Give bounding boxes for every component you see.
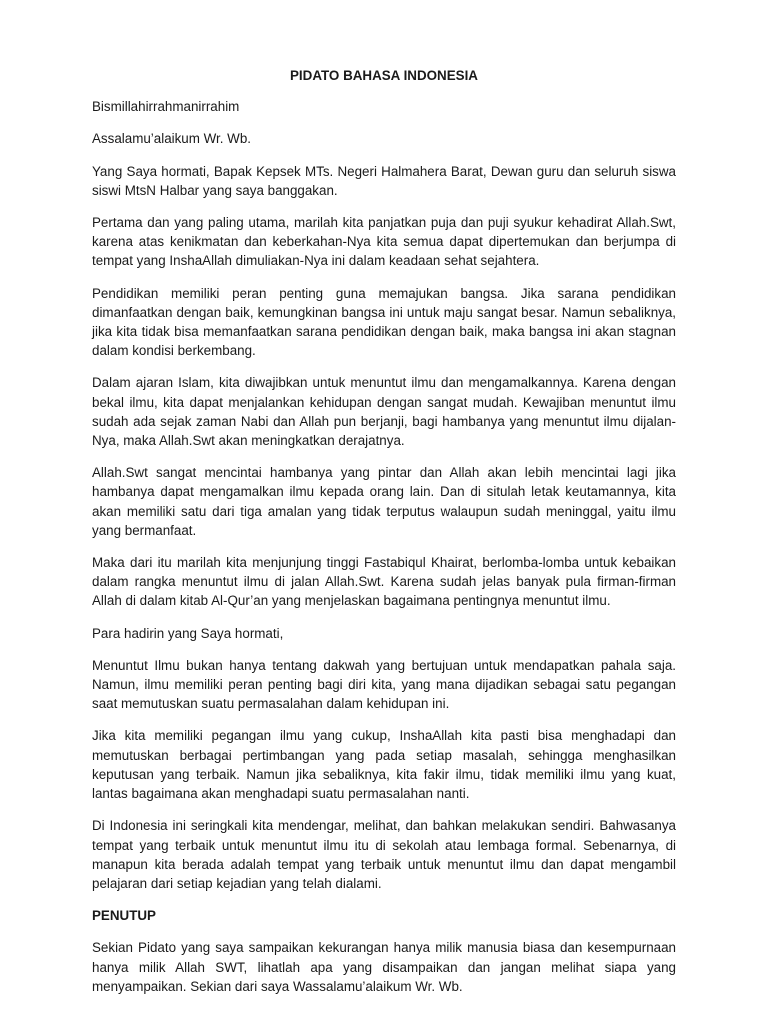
- paragraph-knowledge-grip: Jika kita memiliki pegangan ilmu yang cukup, InshaAllah kita pasti bisa menghadapi dan memutuskan berbagai pertimbangan yang pada setiap masalah, sehingga menghasilkan keputusan yang terbaik. Namun jika sebaliknya, kita fakir ilmu, tidak memiliki ilmu yang kuat, lantas bagaimana akan menghadapi suatu permasalahan nanti.: [92, 728, 676, 802]
- document-title: PIDATO BAHASA INDONESIA: [290, 68, 478, 83]
- paragraph-fastabiqul: Maka dari itu marilah kita menjunjung tinggi Fastabiqul Khairat, berlomba-lomba untuk kebaikan dalam rangka menuntut ilmu di jalan Allah.Swt. Karena sudah jelas banyak pula firman-firman Allah di dalam kitab Al-Qur’an yang menjelaskan bagaimana pentingnya menuntut ilmu.: [92, 555, 676, 609]
- paragraph-education: Pendidikan memiliki peran penting guna memajukan bangsa. Jika sarana pendidikan dimanfaatkan dengan baik, kemungkinan bangsa ini untuk maju sangat besar. Namun sebaliknya, jika kita tidak bisa memanfaatkan sarana pendidikan dengan baik, maka bangsa ini akan stagnan dalam kondisi berkembang.: [92, 285, 676, 359]
- opening-greeting: Assalamu’alaikum Wr. Wb.: [92, 131, 251, 147]
- closing-paragraph: Sekian Pidato yang saya sampaikan kekurangan hanya milik manusia biasa dan kesempurnaan hanya milik Allah SWT, lihatlah apa yang disampaikan dan jangan melihat siapa yang menyampaikan. Sekian dari saya Wassalamu’alaikum Wr. Wb.: [92, 940, 676, 994]
- paragraph-salutation: Yang Saya hormati, Bapak Kepsek MTs. Negeri Halmahera Barat, Dewan guru dan seluruh siswa siswi MtsN Halbar yang saya banggakan.: [92, 163, 676, 198]
- paragraph-islam-knowledge: Dalam ajaran Islam, kita diwajibkan untuk menuntut ilmu dan mengamalkannya. Karena dengan bekal ilmu, kita dapat menjalankan kehidupan dengan sangat mudah. Kewajiban menuntut ilmu sudah ada sejak zaman Nabi dan Allah pun berjanji, bagi hambanya yang menuntut ilmu dijalan-Nya, maka Allah.Swt akan meningkatkan derajatnya.: [92, 375, 676, 449]
- paragraph-allah-loves: Allah.Swt sangat mencintai hambanya yang pintar dan Allah akan lebih mencintai lagi jika hambanya dapat mengamalkan ilmu kepada orang lain. Dan di situlah letak keutamannya, kita akan memiliki satu dari tiga amalan yang tidak terputus walaupun sudah meninggal, yaitu ilmu yang bermanfaat.: [92, 465, 676, 538]
- closing-heading: PENUTUP: [92, 908, 156, 924]
- paragraph-gratitude: Pertama dan yang paling utama, marilah kita panjatkan puja dan puji syukur kehadirat Allah.Swt, karena atas kenikmatan dan keberkahan-Nya kita semua dapat dipertemukan dan berjumpa di tempat yang InshaAllah dimuliakan-Nya ini dalam keadaan sehat sejahtera.: [92, 215, 676, 269]
- paragraph-indonesia: Di Indonesia ini seringkali kita mendengar, melihat, dan bahkan melakukan sendiri. Bahwasanya tempat yang terbaik untuk menuntut ilmu itu di sekolah atau lembaga formal. Sebenarnya, di manapun kita berada adalah tempat yang terbaik untuk menuntut ilmu dan dapat mengambil pelajaran dari setiap kejadian yang telah dialami.: [92, 818, 676, 891]
- opening-basmalah: Bismillahirrahmanirrahim: [92, 99, 240, 115]
- paragraph-seeking-knowledge: Menuntut Ilmu bukan hanya tentang dakwah yang bertujuan untuk mendapatkan pahala saja. Namun, ilmu memiliki peran penting bagi diri kita, yang mana dijadikan sebagai satu pegangan saat memutuskan suatu permasalahan dalam kehidupan ini.: [92, 657, 676, 712]
- paragraph-audience: Para hadirin yang Saya hormati,: [92, 625, 284, 641]
- document-page: [92, 66, 676, 1009]
